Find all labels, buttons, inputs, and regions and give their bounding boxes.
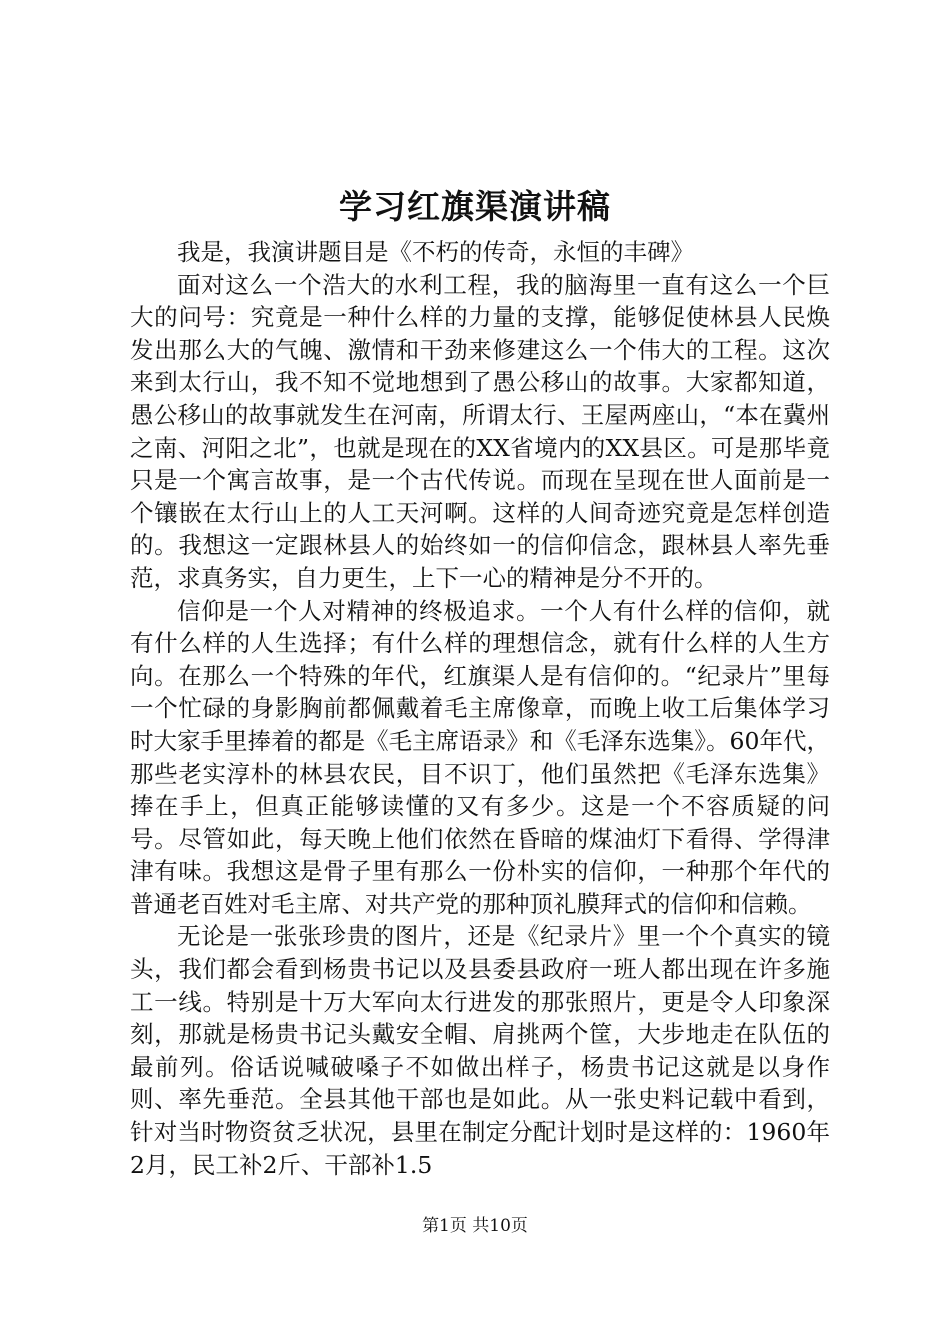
paragraph-4: 无论是一张张珍贵的图片，还是《纪录片》里一个个真实的镜头，我们都会看到杨贵书记以及县委县政府一班人都出现在许多施工一线。特别是十万大军向太行进发的那张照片，更是令人印象深刻，那就是杨贵书记头戴安全帽、肩挑两个筐，大步地走在队伍的最前列。俗话说喊破嗓子不如做出样子，杨贵书记这就是以身作则、率先垂范。全县其他干部也是如此。从一张史料记载中看到，针对当时物资贫乏状况，县里在制定分配计划时是这样的：1960年2月，民工补2斤、干部补1.5 — [130, 922, 830, 1179]
document-title: 学习红旗渠演讲稿 — [339, 187, 611, 226]
page-footer: 第1页 共10页 — [422, 1216, 528, 1236]
document-body — [130, 236, 830, 1181]
paragraph-1: 我是，我演讲题目是《不朽的传奇，永恒的丰碑》 — [177, 238, 694, 266]
paragraph-3: 信仰是一个人对精神的终极追求。一个人有什么样的信仰，就有什么样的人生选择；有什么样的理想信念，就有什么样的人生方向。在那么一个特殊的年代，红旗渠人是有信仰的。“纪录片”里每一个忙碌的身影胸前都佩戴着毛主席像章，而晚上收工后集体学习时大家手里捧着的都是《毛主席语录》和《毛泽东选集》。60年代，那些老实淳朴的林县农民，目不识丁，他们虽然把《毛泽东选集》捧在手上，但真正能够读懂的又有多少。这是一个不容质疑的问号。尽管如此，每天晚上他们依然在昏暗的煤油灯下看得、学得津津有味。我想这是骨子里有那么一份朴实的信仰，一种那个年代的普通老百姓对毛主席、对共产党的那种顶礼膜拜式的信仰和信赖。 — [130, 596, 830, 918]
paragraph-2: 面对这么一个浩大的水利工程，我的脑海里一直有这么一个巨大的问号：究竟是一种什么样的力量的支撑，能够促使林县人民焕发出那么大的气魄、激情和干劲来修建这么一个伟大的工程。这次来到太行山，我不知不觉地想到了愚公移山的故事。大家都知道，愚公移山的故事就发生在河南，所谓太行、王屋两座山，“本在冀州之南、河阳之北”，也就是现在的XX省境内的XX县区。可是那毕竟只是一个寓言故事，是一个古代传说。而现在呈现在世人面前是一个镶嵌在太行山上的人工天河啊。这样的人间奇迹究竟是怎样创造的。我想这一定跟林县人的始终如一的信仰信念，跟林县人率先垂范，求真务实，自力更生，上下一心的精神是分不开的。 — [130, 270, 830, 592]
